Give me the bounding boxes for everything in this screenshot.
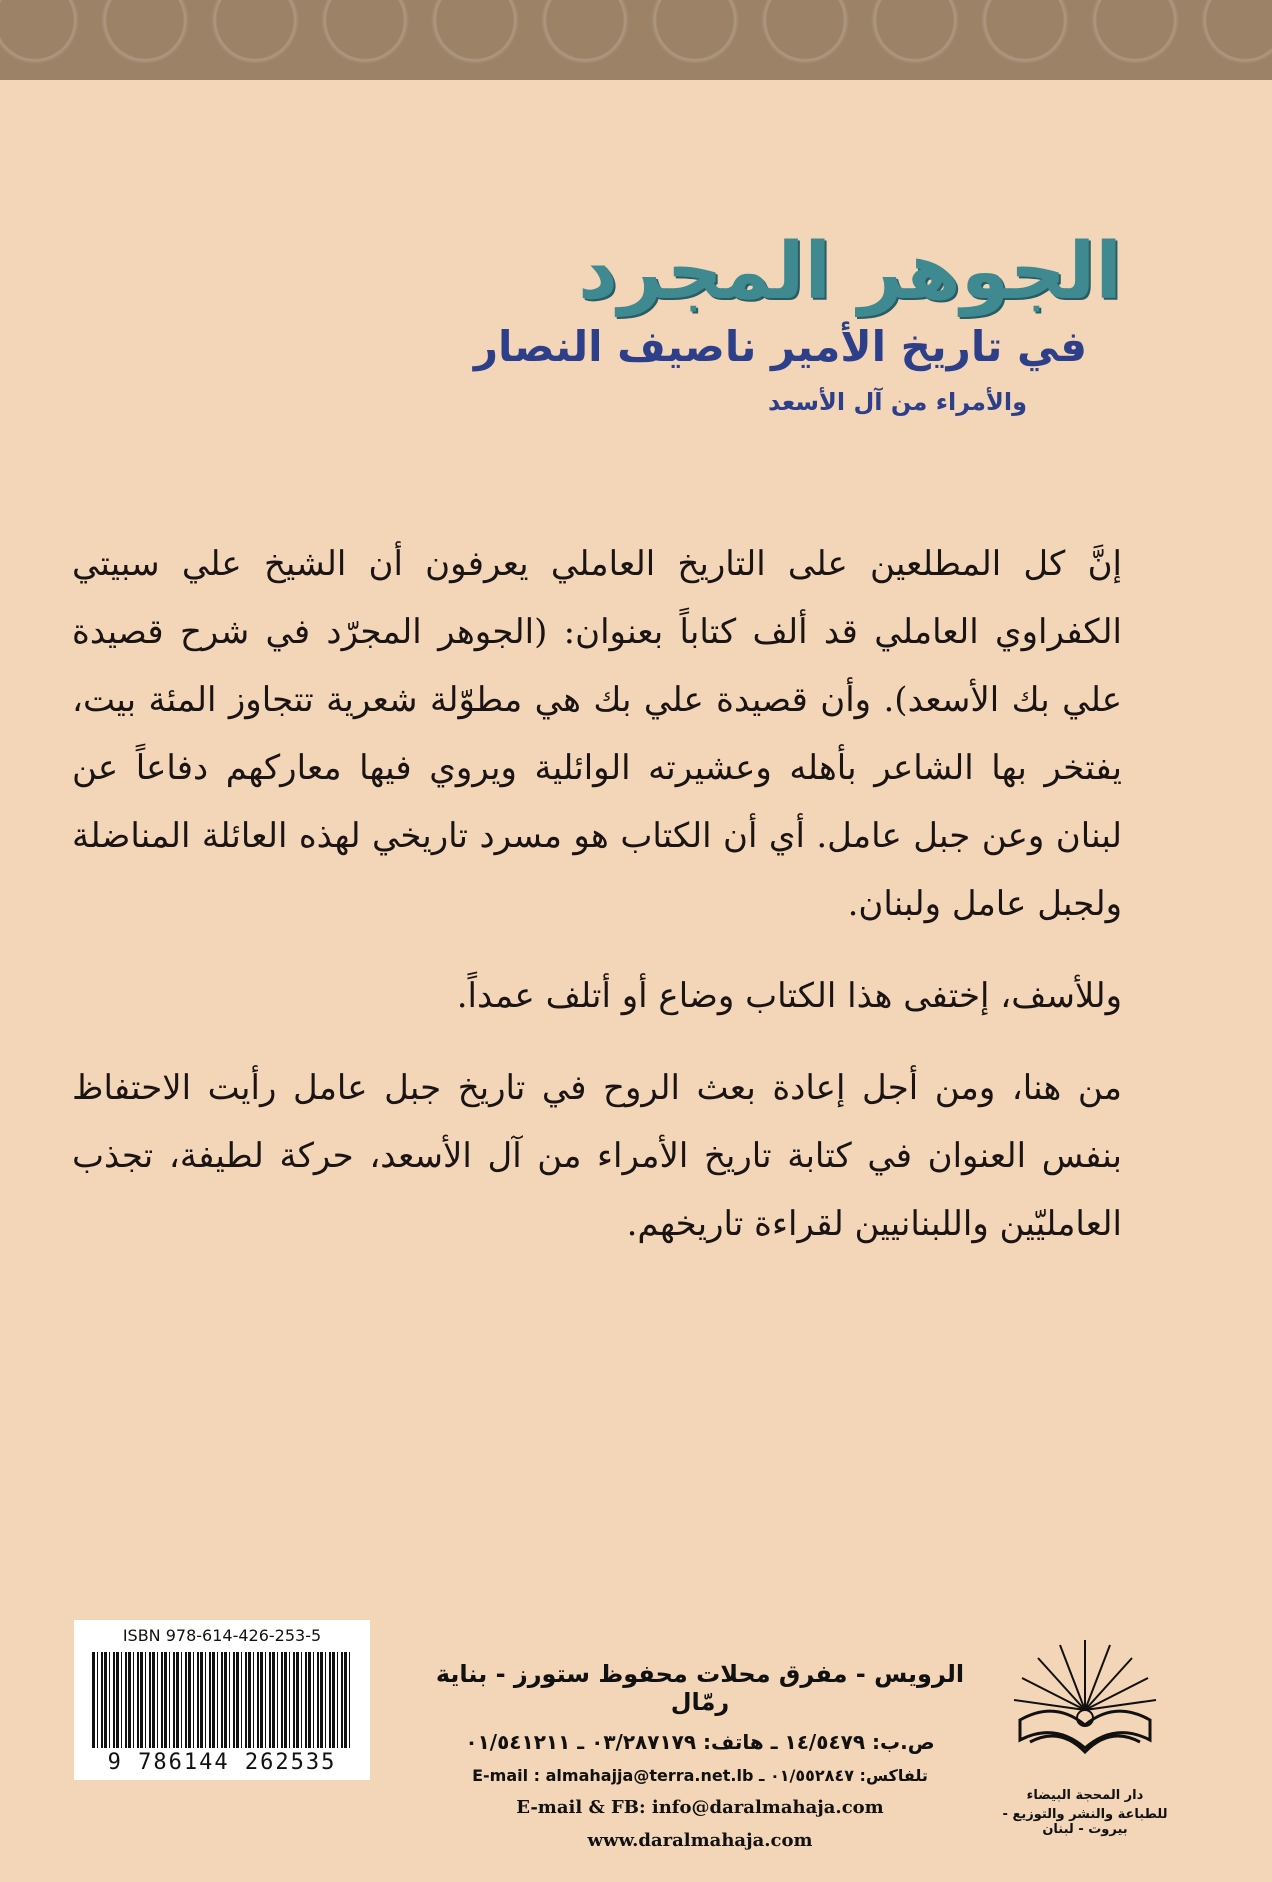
publisher-fax-email: تلفاكس: ٠١/٥٥٢٨٤٧ ـ E-mail : almahajja@terra.net.lb (472, 1766, 928, 1785)
publisher-logo (1000, 1630, 1170, 1837)
isbn-label: ISBN 978-614-426-253-5 (122, 1626, 322, 1645)
book-subtitle: في تاريخ الأمير ناصيف النصار (473, 321, 1087, 371)
publisher-contact-info (410, 1660, 990, 1863)
blurb-paragraph-2: وللأسف، إختفى هذا الكتاب وضاع أو أتلف عمداً. (456, 976, 1122, 1016)
blurb (72, 530, 1122, 1282)
book-title: الجوهر المجرد (578, 227, 1122, 317)
barcode-icon (92, 1652, 352, 1748)
publisher-phone: ص.ب: ١٤/٥٤٧٩ ـ هاتف: ٠٣/٢٨٧١٧٩ ـ ٠١/٥٤١٢١١ (465, 1730, 935, 1754)
footer (0, 1600, 1272, 1882)
book-subtitle-secondary: والأمراء من آل الأسعد (768, 388, 1027, 417)
decorative-top-band (0, 0, 1272, 80)
barcode-digits: 9 786144 262535 (107, 1750, 337, 1775)
publisher-website: www.daralmahaja.com (587, 1830, 813, 1851)
publisher-email-fb: E-mail & FB: info@daralmahaja.com (516, 1797, 884, 1818)
ornament-pattern (0, 0, 1272, 80)
book-sunburst-icon (1000, 1630, 1170, 1780)
title-block (422, 227, 1122, 417)
logo-tagline: للطباعة والنشر والتوزيع - بيروت - لبنان (1002, 1807, 1168, 1837)
publisher-address: الرويس - مفرق محلات محفوظ ستورز - بناية رمّال (435, 1660, 965, 1716)
blurb-paragraph-1: إنَّ كل المطلعين على التاريخ العاملي يعرفون أن الشيخ علي سبيتي الكفراوي العاملي قد ألف كتاباً بعنوان: (الجوهر المجرّد في شرح قصيدة علي بك الأسعد). وأن قصيدة علي بك هي مطوّلة شعرية تتجاوز المئة بيت، يفتخر بها الشاعر بأهله وعشيرته الوائلية ويروي فيها معاركهم دفاعاً عن لبنان وعن جبل عامل. أي أن الكتاب هو مسرد تاريخي لهذه العائلة المناضلة ولجبل عامل ولبنان. (72, 544, 1122, 924)
blurb-paragraph-3: من هنا، ومن أجل إعادة بعث الروح في تاريخ جبل عامل رأيت الاحتفاظ بنفس العنوان في كتابة تاريخ الأمراء من آل الأسعد، حركة لطيفة، تجذب العامليّين واللبنانيين لقراءة تاريخهم. (72, 1068, 1122, 1244)
logo-name: دار المحجة البيضاء (1026, 1788, 1144, 1803)
isbn-barcode-box (74, 1620, 370, 1780)
